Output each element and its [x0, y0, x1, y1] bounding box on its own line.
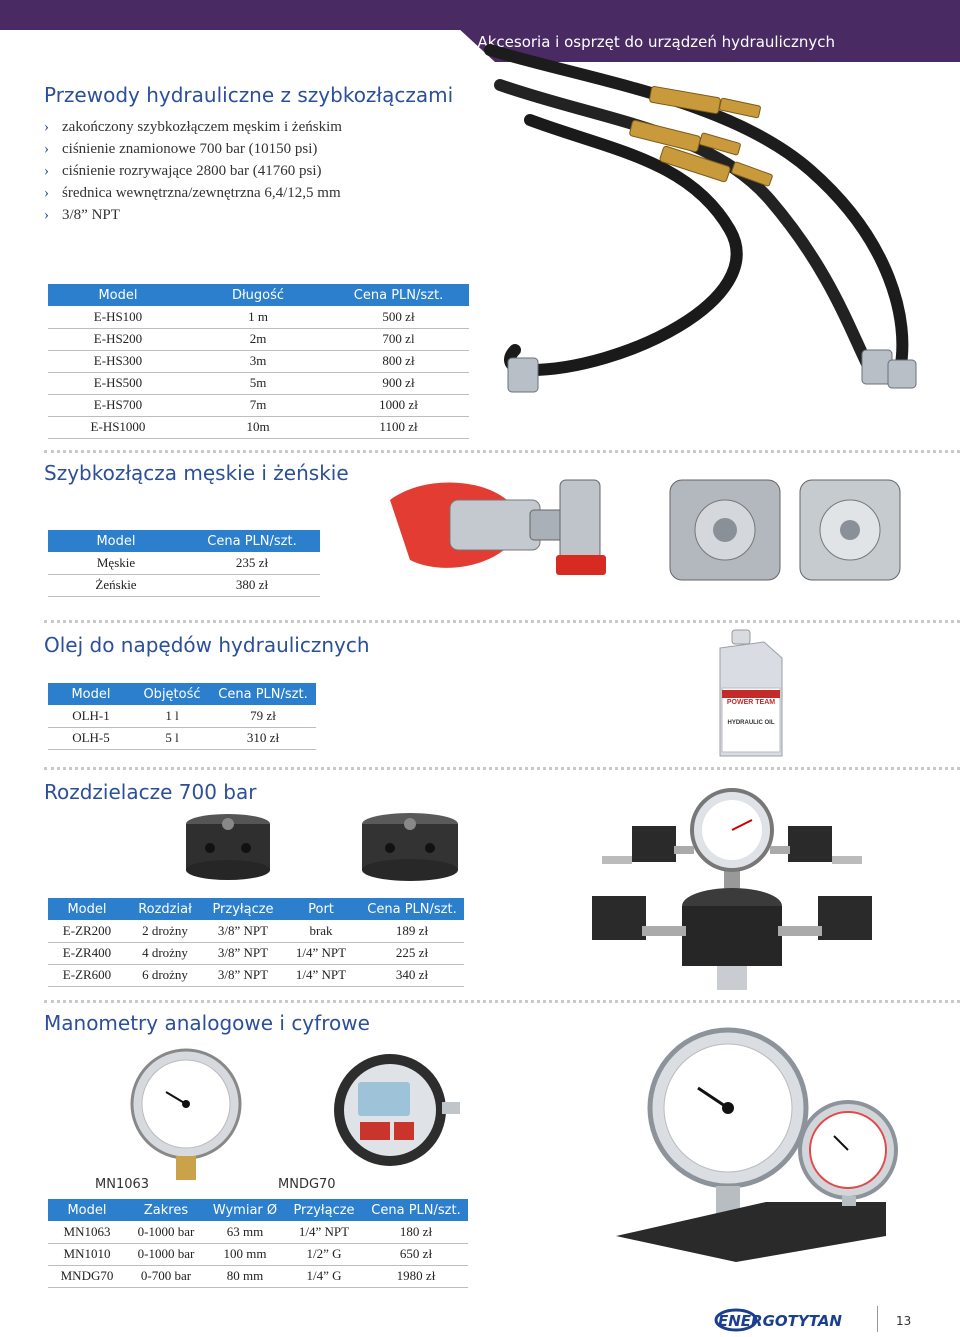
- gauge-test-block-image: [616, 1026, 902, 1266]
- cell: 310 zł: [210, 727, 316, 749]
- cell: MN1010: [48, 1243, 126, 1265]
- col-header: Model: [48, 284, 188, 306]
- cell: 700 zl: [328, 328, 469, 350]
- cell: 4 drożny: [126, 942, 204, 964]
- hose-features-list: [44, 116, 342, 226]
- cell: E-ZR400: [48, 942, 126, 964]
- manifold-blocks-image: [180, 808, 470, 888]
- header-title: Akcesoria i osprzęt do urządzeń hydraulicznych: [477, 33, 835, 51]
- table-header-row: [48, 284, 469, 306]
- section-title-oil: Olej do napędów hydraulicznych: [44, 633, 370, 657]
- couplers-table: [48, 530, 320, 597]
- table-row: [48, 920, 464, 942]
- table-row: [48, 942, 464, 964]
- col-header: Model: [48, 530, 184, 552]
- cell: 7m: [188, 394, 328, 416]
- cell: E-HS1000: [48, 416, 188, 438]
- cell: 5m: [188, 372, 328, 394]
- col-header: Cena PLN/szt.: [184, 530, 320, 552]
- col-header: Długość: [188, 284, 328, 306]
- cell: 5 l: [134, 727, 210, 749]
- cell: 80 mm: [206, 1265, 284, 1287]
- cell: 800 zł: [328, 350, 469, 372]
- table-header-row: [48, 530, 320, 552]
- cell: Żeńskie: [48, 574, 184, 596]
- section-title-manifolds: Rozdzielacze 700 bar: [44, 780, 257, 804]
- hydraulic-hose-image: [470, 40, 960, 410]
- cell: 2 drożny: [126, 920, 204, 942]
- table-row: [48, 705, 316, 727]
- bottle-brand: POWER TEAM: [726, 699, 776, 706]
- cell: 650 zł: [364, 1243, 468, 1265]
- col-header: Rozdział: [126, 898, 204, 920]
- cell: E-HS300: [48, 350, 188, 372]
- table-row: [48, 1243, 468, 1265]
- cell: 3/8” NPT: [204, 942, 282, 964]
- col-header: Zakres: [126, 1199, 206, 1221]
- cell: 1/4” G: [284, 1265, 364, 1287]
- manifolds-table: [48, 898, 464, 987]
- section-divider: [44, 450, 960, 453]
- col-header: Wymiar Ø: [206, 1199, 284, 1221]
- list-item: › ciśnienie znamionowe 700 bar (10150 psi): [44, 138, 342, 160]
- gauges-table: [48, 1199, 468, 1288]
- col-header: Cena PLN/szt.: [360, 898, 464, 920]
- cell: 1000 zł: [328, 394, 469, 416]
- list-item: › 3/8” NPT: [44, 204, 342, 226]
- cell: 3m: [188, 350, 328, 372]
- section-divider: [44, 1000, 960, 1003]
- col-header: Cena PLN/szt.: [364, 1199, 468, 1221]
- cell: 0-1000 bar: [126, 1221, 206, 1243]
- table-row: [48, 1265, 468, 1287]
- oil-bottle-image: [712, 628, 788, 760]
- cell: E-HS200: [48, 328, 188, 350]
- col-header: Cena PLN/szt.: [328, 284, 469, 306]
- cell: brak: [282, 920, 360, 942]
- cell: 225 zł: [360, 942, 464, 964]
- cell: MN1063: [48, 1221, 126, 1243]
- table-row: [48, 964, 464, 986]
- footer-separator: [877, 1306, 878, 1332]
- cell: 0-700 bar: [126, 1265, 206, 1287]
- table-row: [48, 372, 469, 394]
- table-row: [48, 306, 469, 328]
- cell: 79 zł: [210, 705, 316, 727]
- cell: 235 zł: [184, 552, 320, 574]
- list-item: › zakończony szybkozłączem męskim i żeńskim: [44, 116, 342, 138]
- table-header-row: [48, 898, 464, 920]
- cell: MNDG70: [48, 1265, 126, 1287]
- table-row: [48, 1221, 468, 1243]
- table-header-row: [48, 683, 316, 705]
- table-row: [48, 416, 469, 438]
- table-header-row: [48, 1199, 468, 1221]
- section-title-hoses: Przewody hydrauliczne z szybkozłączami: [44, 83, 454, 107]
- gauge-label-mn1063: MN1063: [95, 1177, 150, 1192]
- table-row: [48, 727, 316, 749]
- cell: 500 zł: [328, 306, 469, 328]
- section-divider: [44, 767, 960, 770]
- cell: E-ZR600: [48, 964, 126, 986]
- energotytan-logo: [714, 1307, 860, 1333]
- cell: 10m: [188, 416, 328, 438]
- cell: 63 mm: [206, 1221, 284, 1243]
- cell: OLH-5: [48, 727, 134, 749]
- cell: 1980 zł: [364, 1265, 468, 1287]
- oil-table: [48, 683, 316, 750]
- cell: OLH-1: [48, 705, 134, 727]
- col-header: Model: [48, 898, 126, 920]
- cell: 1 m: [188, 306, 328, 328]
- cell: 189 zł: [360, 920, 464, 942]
- cell: 1100 zł: [328, 416, 469, 438]
- list-item: › ciśnienie rozrywające 2800 bar (41760 psi): [44, 160, 342, 182]
- analog-gauge-image: [128, 1046, 244, 1186]
- cell: 0-1000 bar: [126, 1243, 206, 1265]
- cell: 3/8” NPT: [204, 964, 282, 986]
- col-header: Cena PLN/szt.: [210, 683, 316, 705]
- cell: 1/2” G: [284, 1243, 364, 1265]
- cell: 1/4” NPT: [282, 942, 360, 964]
- col-header: Przyłącze: [204, 898, 282, 920]
- table-row: [48, 574, 320, 596]
- cell: 1/4” NPT: [282, 964, 360, 986]
- cell: 340 zł: [360, 964, 464, 986]
- col-header: Objętość: [134, 683, 210, 705]
- cell: Męskie: [48, 552, 184, 574]
- cell: 900 zł: [328, 372, 469, 394]
- table-row: [48, 394, 469, 416]
- page-number: 13: [896, 1314, 912, 1328]
- cell: 180 zł: [364, 1221, 468, 1243]
- digital-gauge-image: [330, 1052, 462, 1170]
- cell: E-HS500: [48, 372, 188, 394]
- section-title-gauges: Manometry analogowe i cyfrowe: [44, 1011, 370, 1035]
- col-header: Model: [48, 683, 134, 705]
- col-header: Model: [48, 1199, 126, 1221]
- cell: 3/8” NPT: [204, 920, 282, 942]
- gauge-label-mndg70: MNDG70: [278, 1177, 336, 1192]
- cell: E-HS700: [48, 394, 188, 416]
- table-row: [48, 552, 320, 574]
- cell: E-HS100: [48, 306, 188, 328]
- logo-text: ENERGOTYTAN: [718, 1312, 842, 1330]
- col-header: Przyłącze: [284, 1199, 364, 1221]
- table-row: [48, 328, 469, 350]
- cell: 380 zł: [184, 574, 320, 596]
- cell: 2m: [188, 328, 328, 350]
- cell: 6 drożny: [126, 964, 204, 986]
- cell: 1/4” NPT: [284, 1221, 364, 1243]
- col-header: Port: [282, 898, 360, 920]
- table-row: [48, 350, 469, 372]
- hoses-table: [48, 284, 469, 439]
- manifold-gauge-assembly-image: [582, 786, 882, 996]
- section-title-couplers: Szybkozłącza męskie i żeńskie: [44, 461, 349, 485]
- section-divider: [44, 620, 960, 623]
- bottle-label: HYDRAULIC OIL: [727, 720, 775, 726]
- cell: 1 l: [134, 705, 210, 727]
- cell: E-ZR200: [48, 920, 126, 942]
- list-item: › średnica wewnętrzna/zewnętrzna 6,4/12,5 mm: [44, 182, 342, 204]
- cell: 100 mm: [206, 1243, 284, 1265]
- couplers-image: [370, 460, 910, 600]
